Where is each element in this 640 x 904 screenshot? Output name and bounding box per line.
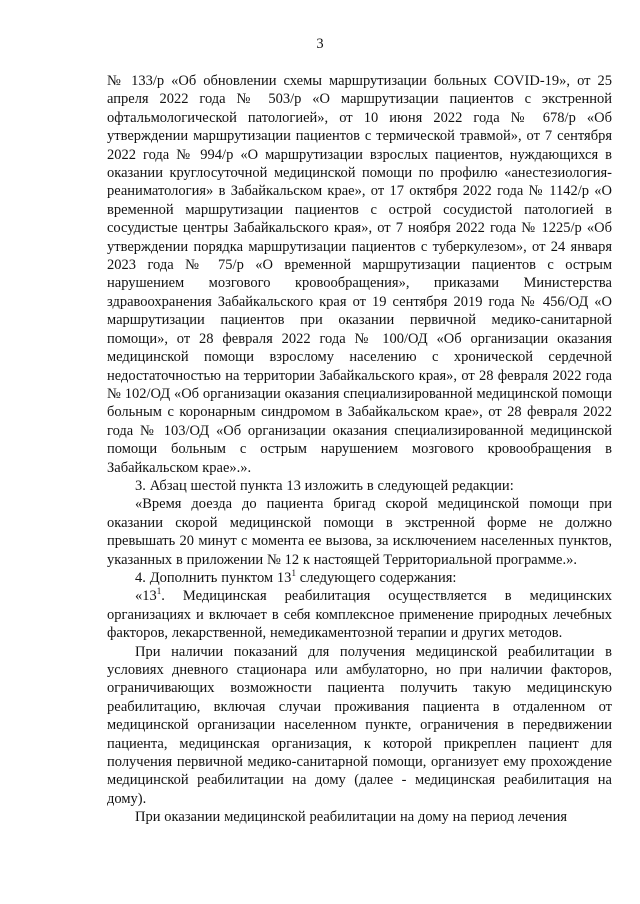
paragraph-routing-orders-continuation: № 133/р «Об обновлении схемы маршрутизации больных COVID-19», от 25 апреля 2022 года № 503/р «О маршрутизации пациентов с экстренной офтальмологической патологией», от 10 июня 2022 года № 678/р «Об утверждении маршрутизации пациентов с термической травмой», от 7 сентября 2022 года № 994/р «О маршрутизации взрослых пациентов, нуждающихся в оказании круглосуточной медицинской помощи по профилю «анестезиология-реаниматология» в Забайкальском крае», от 17 октября 2022 года № 1142/р «О временной маршрутизации пациентов с острой сосудистой патологией в сосудистые центры Забайкальского края», от 7 ноября 2022 года № 1225/р «Об утверждении порядка маршрутизации пациентов с туберкулезом», от 24 января 2023 года № 75/р «О временной маршрутизации пациентов с острым нарушением мозгового кровообращения», приказами Министерства здравоохранения Забайкальского края от 19 сентября 2019 года № 456/ОД «О маршрутизации пациентов при оказании первичной медико-санитарной помощи», от 28 февраля 2022 года № 100/ОД «Об организации оказания медицинской помощи взрослому населению с хронической сердечной недостаточностью на территории Забайкальского края», от 28 февраля 2022 года № 102/ОД «Об организации оказания специализированной медицинской помощи больным с коронарным синдромом в Забайкальском крае», от 28 февраля 2022 года № 103/ОД «Об организации оказания специализированной медицинской помощи больным с острым нарушением мозгового кровообращения в Забайкальском крае».». — [107, 73, 612, 476]
paragraph-home-rehabilitation-period: При оказании медицинской реабилитации на дому на период лечения — [135, 809, 568, 826]
document-body — [107, 72, 612, 827]
item-4-text-end: следующего содержания: — [295, 569, 457, 586]
rehabilitation-superscript: 1 — [156, 586, 162, 597]
paragraph-ambulance-arrival-time: «Время доезда до пациента бригад скорой медицинской помощи при оказании скорой медицинской помощи в экстренной форме не должно превышать 20 минут с момента ее вызова, за исключением населенных пунктов, указанных в приложении № 12 к настоящей Территориальной программе.». — [107, 496, 612, 568]
rehabilitation-text-end: . Медицинская реабилитация осуществляется в медицинских организациях и включает в себя комплексное применение природных лечебных факторов, лекарственной, немедикаментозной терапии и других методов. — [107, 588, 612, 642]
paragraph-medical-rehabilitation — [107, 587, 612, 642]
paragraph-home-rehabilitation: При наличии показаний для получения медицинской реабилитации в условиях дневного стационара или амбулаторно, но при наличии факторов, ограничивающих возможности пациента получить такую медицинскую реабилитацию, включая случаи проживания пациента в отдаленном от медицинской организации населенном пункте, ограничения в передвижении пациента, медицинская организация, к которой прикреплен пациент для получения первичной медико-санитарной помощи, организует ему прохождение медицинской реабилитации на дому (далее - медицинская реабилитация на дому). — [107, 643, 612, 807]
page-number: 3 — [316, 36, 324, 52]
paragraph-item-4 — [107, 569, 612, 587]
rehabilitation-text-start: «13 — [135, 588, 157, 605]
item-4-text-start: 4. Дополнить пунктом 13 — [135, 569, 292, 586]
paragraph-item-3: 3. Абзац шестой пункта 13 изложить в следующей редакции: — [135, 477, 514, 494]
item-4-superscript: 1 — [291, 568, 296, 579]
